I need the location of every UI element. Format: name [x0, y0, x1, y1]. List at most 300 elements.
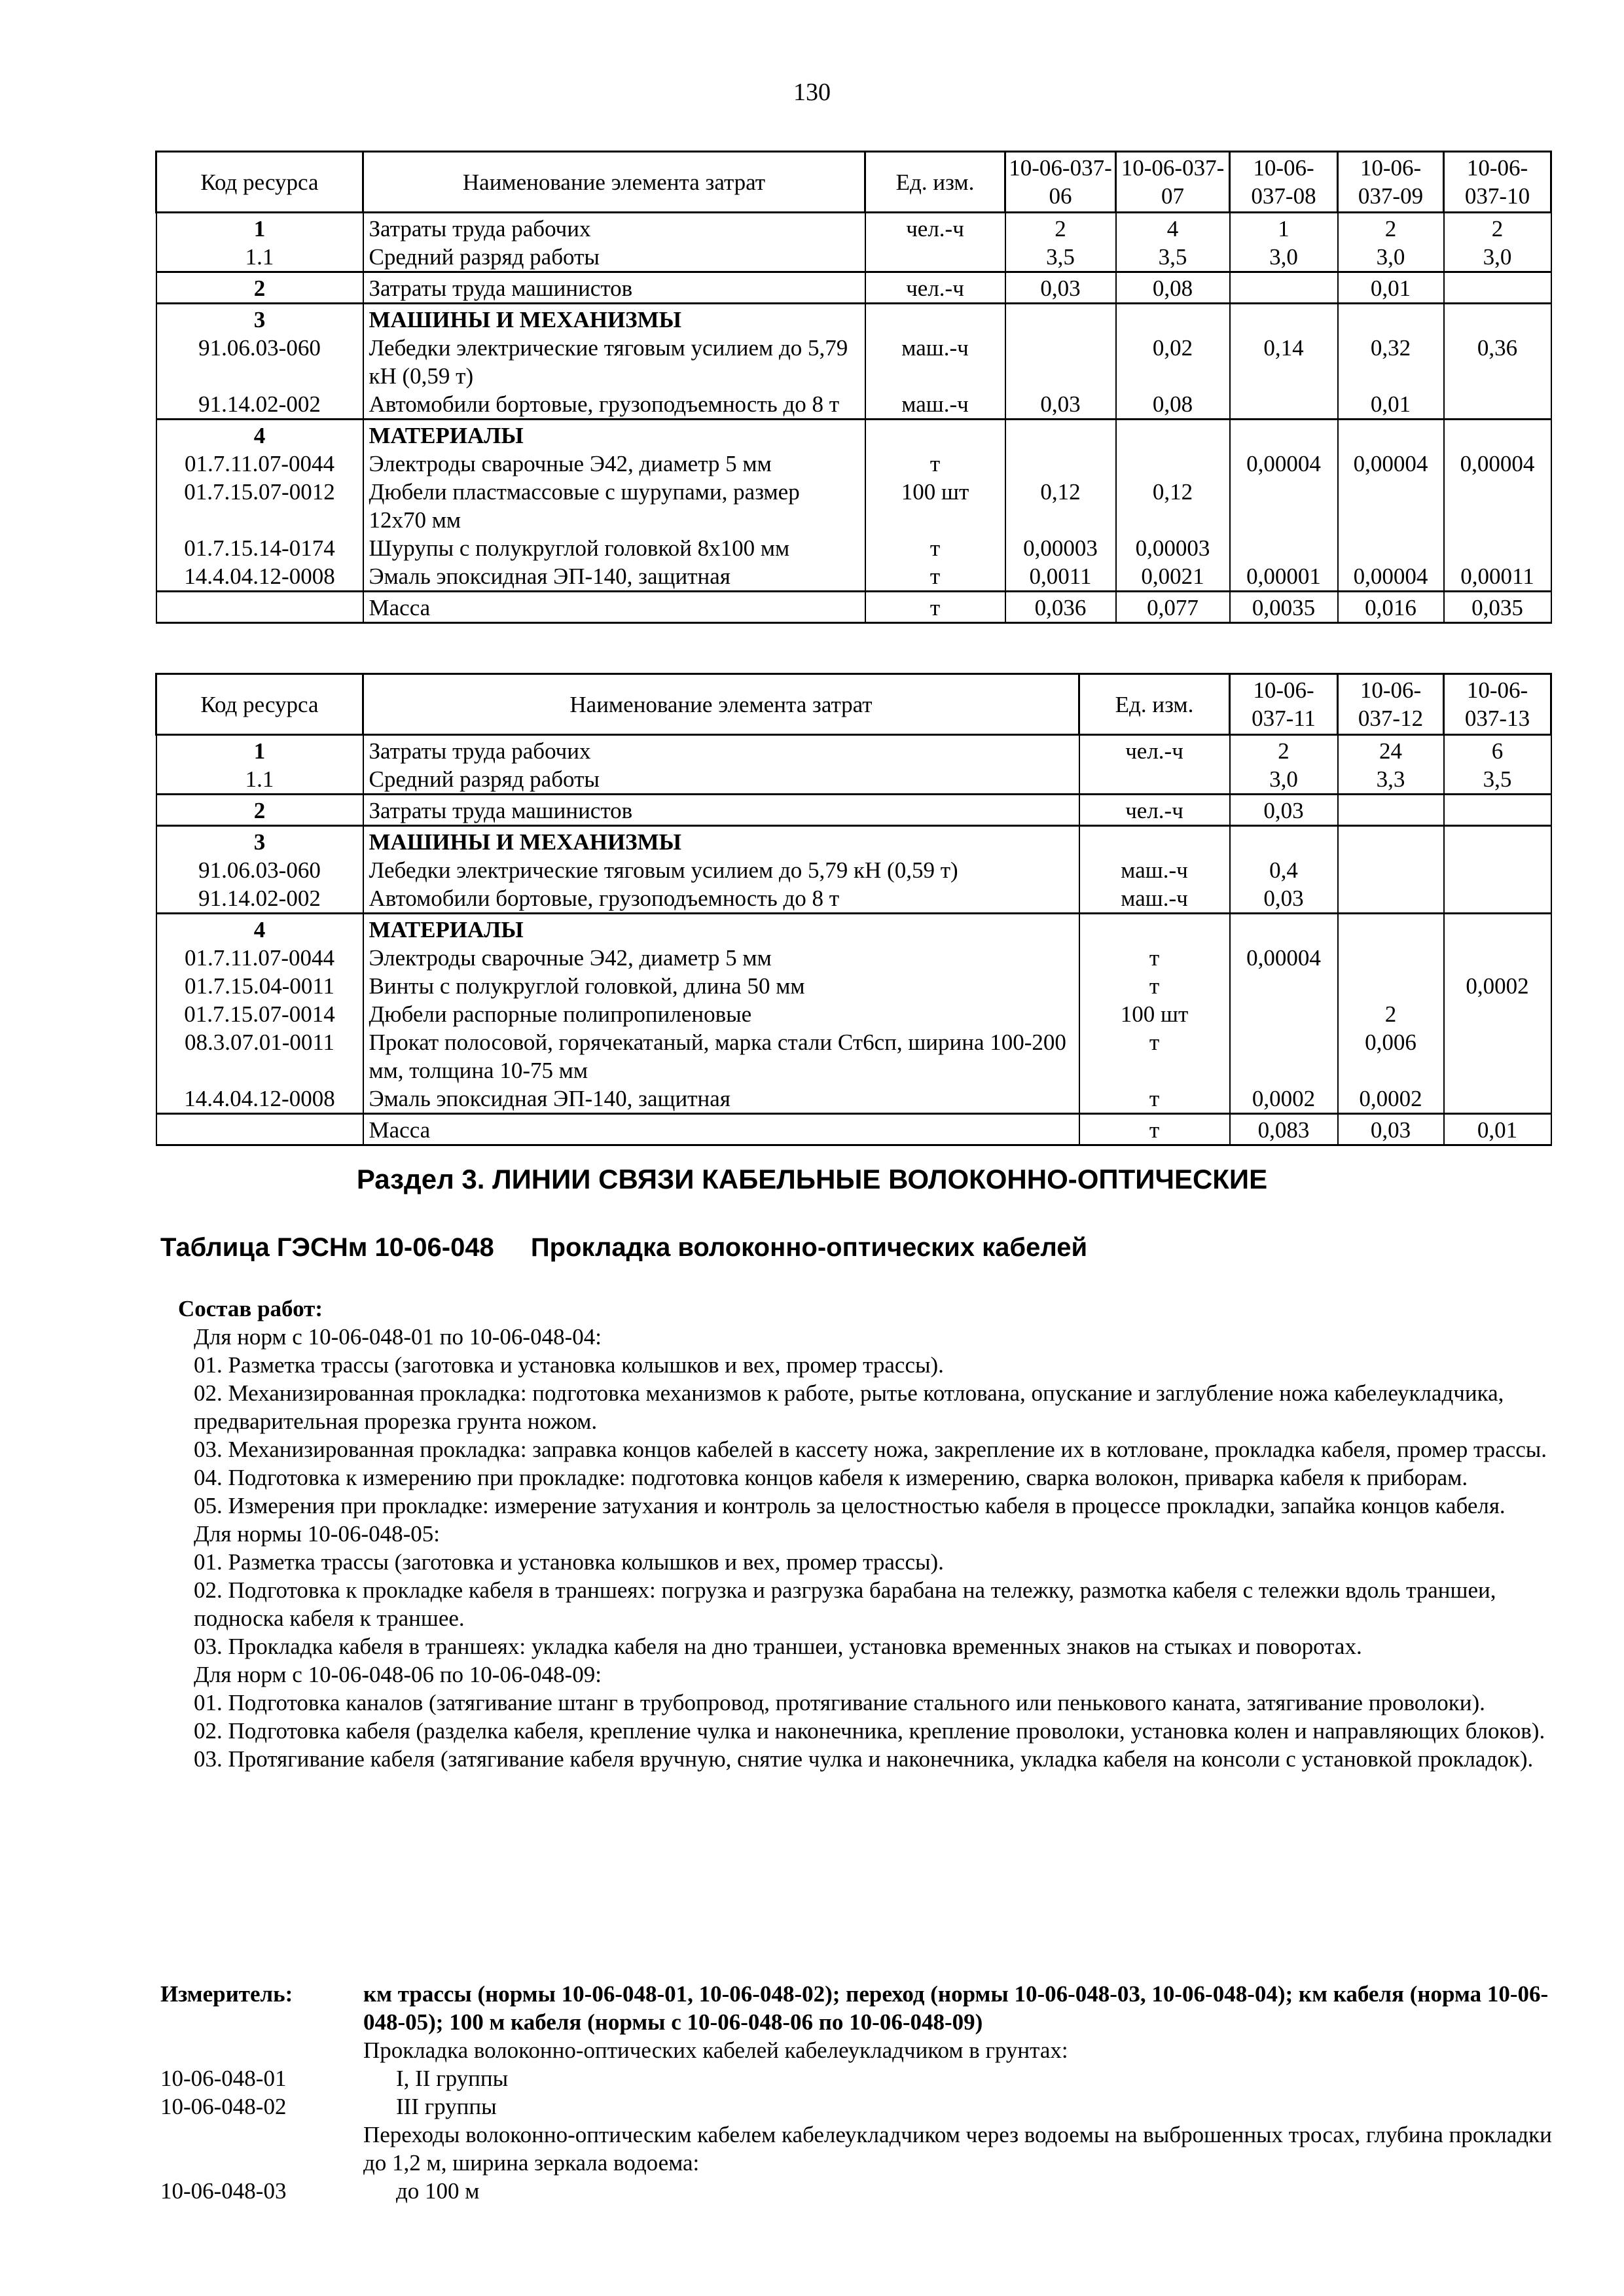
cell-text: 1.1 — [245, 766, 274, 792]
cell-text: т — [1149, 1117, 1160, 1143]
measure-section — [160, 1980, 1555, 2205]
norm-value — [1005, 243, 1116, 272]
norm-value — [1230, 592, 1338, 623]
norm-value — [1444, 765, 1551, 795]
cell-text: 0,00003 — [1135, 535, 1210, 561]
cell-text: 14.4.04.12-0008 — [184, 1086, 335, 1111]
norm-value — [1338, 1085, 1444, 1114]
work-item: 01. Подготовка каналов (затягивание штанг в трубопровод, протягивание стального или пенькового каната, затягивание проволоки). — [194, 1690, 1485, 1715]
norm-value — [1338, 592, 1444, 623]
cell-text: т — [1149, 973, 1160, 999]
cell-text: 0,02 — [1152, 335, 1193, 361]
cost-item-name — [363, 420, 865, 450]
column-header: 10-06-037-13 — [1444, 674, 1551, 735]
cell-text: т — [1149, 1086, 1160, 1111]
norm-code: 10-06-048-02 — [160, 2094, 287, 2119]
norm-value — [1444, 1028, 1551, 1085]
norm-value — [1444, 884, 1551, 914]
unit — [865, 213, 1005, 243]
table-row — [156, 735, 1551, 766]
cell-text: Лебедки электрические тяговым усилием до 5,79 кН (0,59 т) — [369, 335, 848, 389]
unit — [865, 304, 1005, 334]
unit — [1079, 826, 1230, 857]
cell-text: чел.-ч — [1125, 738, 1183, 764]
norm-value — [1230, 534, 1338, 562]
cost-item-name — [363, 826, 1079, 857]
cell-text: 0,14 — [1263, 335, 1304, 361]
cell-text: 01.7.15.14-0174 — [184, 535, 335, 561]
cell-text: т — [1149, 1030, 1160, 1055]
cell-text: 3,0 — [1269, 766, 1298, 792]
cell-text: 0,08 — [1152, 276, 1193, 301]
cell-text: 1 — [1278, 216, 1290, 242]
cell-text: 0,083 — [1257, 1117, 1310, 1143]
cost-item-name — [363, 944, 1079, 972]
norm-value — [1444, 856, 1551, 884]
cell-text: 0,03 — [1263, 886, 1304, 911]
unit — [865, 450, 1005, 478]
work-item: Для норм с 10-06-048-06 по 10-06-048-09: — [194, 1662, 602, 1687]
table-row — [156, 884, 1551, 914]
table-row — [156, 914, 1551, 944]
column-header: 10-06-037-10 — [1444, 152, 1551, 213]
cell-text: 3 — [253, 307, 266, 332]
table-row — [156, 1000, 1551, 1028]
unit — [1079, 972, 1230, 1000]
unit — [865, 562, 1005, 592]
norm-value — [1338, 334, 1444, 390]
norm-value — [1005, 304, 1116, 334]
norm-value — [1444, 1000, 1551, 1028]
cell-text: 4 — [1166, 216, 1179, 242]
resource-code — [156, 1085, 363, 1114]
cell-text: 3,3 — [1376, 766, 1405, 792]
cost-item-name — [363, 765, 1079, 795]
norm-value — [1444, 1114, 1551, 1145]
cell-text: 1 — [253, 738, 266, 764]
cell-text: т — [929, 595, 941, 620]
cell-text: 0,00004 — [1353, 564, 1428, 589]
cost-item-name — [363, 1000, 1079, 1028]
cell-text: 0,036 — [1034, 595, 1087, 620]
cost-item-name — [363, 1114, 1079, 1145]
table-row — [156, 334, 1551, 390]
unit — [865, 592, 1005, 623]
page-number: 130 — [793, 79, 831, 106]
cell-text: 4 — [253, 917, 266, 942]
table-row — [156, 534, 1551, 562]
column-header: 10-06-037-07 — [1116, 152, 1230, 213]
cell-text: 91.06.03-060 — [198, 857, 321, 883]
cell-text: 01.7.11.07-0044 — [184, 451, 335, 476]
cost-item-name — [363, 1085, 1079, 1114]
cell-text: 0,035 — [1471, 595, 1523, 620]
cost-item-name — [363, 213, 865, 243]
resource-code — [156, 478, 363, 534]
norm-row — [160, 2064, 1555, 2092]
resource-code — [156, 592, 363, 623]
cell-text: 0,0002 — [1466, 973, 1529, 999]
cell-text: 100 шт — [1120, 1001, 1189, 1027]
resource-code — [156, 243, 363, 272]
cost-item-name — [363, 972, 1079, 1000]
cell-text: 2 — [1384, 1001, 1397, 1027]
norm-value — [1005, 334, 1116, 390]
column-header: Ед. изм. — [865, 152, 1005, 213]
cost-item-name — [363, 795, 1079, 826]
unit — [865, 390, 1005, 420]
cell-text: 0,016 — [1365, 595, 1416, 620]
norm-value — [1116, 562, 1230, 592]
cell-text: 0,12 — [1152, 479, 1193, 505]
norm-description: III группы — [396, 2094, 497, 2119]
work-item: 02. Подготовка к прокладке кабеля в траншеях: погрузка и разгрузка барабана на тележку, размотка кабеля с тележки вдоль траншеи, подноска кабеля к траншее. — [194, 1577, 1496, 1631]
norm-value — [1116, 243, 1230, 272]
cell-text: 1.1 — [245, 244, 274, 270]
column-header: Наименование элемента затрат — [363, 674, 1079, 735]
norm-code — [160, 2036, 363, 2064]
norm-value — [1230, 390, 1338, 420]
work-item: 01. Разметка трассы (заготовка и установка колышков и вех, промер трассы). — [194, 1549, 944, 1575]
unit — [865, 272, 1005, 304]
cell-text: 3,5 — [1158, 244, 1187, 270]
cell-text: Электроды сварочные Э42, диаметр 5 мм — [369, 451, 772, 476]
resource-code — [156, 562, 363, 592]
norm-value — [1005, 562, 1116, 592]
cell-text: 0,03 — [1040, 391, 1081, 417]
cell-text: т — [929, 535, 941, 561]
cell-text: 0,32 — [1370, 335, 1411, 361]
table-row — [156, 478, 1551, 534]
cell-text: Электроды сварочные Э42, диаметр 5 мм — [369, 945, 772, 971]
resource-code — [156, 1114, 363, 1145]
cost-item-name — [363, 304, 865, 334]
column-header: 10-06-037-12 — [1338, 674, 1444, 735]
cell-text: маш.-ч — [1121, 857, 1188, 883]
table-row — [156, 304, 1551, 334]
norm-value — [1005, 272, 1116, 304]
cell-text: 01.7.15.04-0011 — [184, 973, 335, 999]
measure-text: км трассы (нормы 10-06-048-01, 10-06-048-02); переход (нормы 10-06-048-03, 10-06-048-04); км кабеля (норма 10-06-048-05); 100 м кабеля (нормы с 10-06-048-06 по 10-06-048-09) — [363, 1981, 1549, 2035]
resource-code — [156, 972, 363, 1000]
norm-value — [1444, 735, 1551, 766]
cell-text: 0,03 — [1370, 1117, 1411, 1143]
cell-text: 2 — [253, 276, 266, 301]
table-row — [156, 1028, 1551, 1085]
work-item: 03. Протягивание кабеля (затягивание кабеля вручную, снятие чулка и наконечника, укладка кабеля на консоли с установкой прокладок). — [194, 1746, 1534, 1772]
norm-value — [1230, 1000, 1338, 1028]
cell-text: 91.06.03-060 — [198, 335, 321, 361]
norm-value — [1116, 304, 1230, 334]
work-composition — [178, 1295, 1553, 1773]
norm-value — [1338, 795, 1444, 826]
cell-text: Затраты труда машинистов — [369, 798, 633, 823]
table-row — [156, 390, 1551, 420]
resource-code — [156, 826, 363, 857]
unit — [865, 243, 1005, 272]
table-row — [156, 1114, 1551, 1145]
norm-value — [1444, 534, 1551, 562]
unit — [1079, 1000, 1230, 1028]
section-title: Раздел 3. ЛИНИИ СВЯЗИ КАБЕЛЬНЫЕ ВОЛОКОННО-ОПТИЧЕСКИЕ — [356, 1164, 1268, 1194]
norm-value — [1444, 390, 1551, 420]
column-header: Ед. изм. — [1079, 674, 1230, 735]
work-item: Для норм с 10-06-048-01 по 10-06-048-04: — [194, 1324, 602, 1350]
norm-value — [1230, 795, 1338, 826]
cell-text: 0,0002 — [1359, 1086, 1422, 1111]
resource-code — [156, 304, 363, 334]
table-row — [156, 450, 1551, 478]
cell-text: 08.3.07.01-0011 — [184, 1030, 335, 1055]
cell-text: 0,00011 — [1460, 564, 1534, 589]
norm-value — [1230, 972, 1338, 1000]
cell-text: Эмаль эпоксидная ЭП-140, защитная — [369, 1086, 731, 1111]
unit — [1079, 1114, 1230, 1145]
cell-text: Масса — [369, 1117, 431, 1143]
cell-text: 0,03 — [1263, 798, 1304, 823]
cell-text: 01.7.15.07-0014 — [184, 1001, 335, 1027]
cell-text: чел.-ч — [906, 276, 964, 301]
cost-item-name — [363, 914, 1079, 944]
norm-value — [1338, 243, 1444, 272]
cell-text: Затраты труда рабочих — [369, 738, 591, 764]
table-row — [156, 272, 1551, 304]
norm-value — [1116, 334, 1230, 390]
norm-value — [1338, 213, 1444, 243]
cell-text: 2 — [1055, 216, 1066, 242]
work-item: Для нормы 10-06-048-05: — [194, 1521, 440, 1547]
norm-value — [1444, 420, 1551, 450]
unit — [1079, 1085, 1230, 1114]
norm-value — [1338, 735, 1444, 766]
cell-text: 0,4 — [1269, 857, 1298, 883]
cell-text: 2 — [1491, 216, 1504, 242]
resource-code — [156, 884, 363, 914]
norm-value — [1444, 795, 1551, 826]
norm-value — [1230, 856, 1338, 884]
norm-value — [1005, 420, 1116, 450]
cell-text: 0,0002 — [1252, 1086, 1316, 1111]
resource-code — [156, 213, 363, 243]
cell-text: маш.-ч — [1121, 886, 1188, 911]
cell-text: Прокат полосовой, горячекатаный, марка стали Ст6сп, ширина 100-200 мм, толщина 10-75 мм — [369, 1030, 1066, 1083]
cost-item-name — [363, 243, 865, 272]
norm-value — [1005, 534, 1116, 562]
unit — [865, 534, 1005, 562]
cell-text: МАШИНЫ И МЕХАНИЗМЫ — [369, 829, 682, 855]
norm-value — [1230, 884, 1338, 914]
norm-value — [1230, 213, 1338, 243]
cell-text: 24 — [1379, 738, 1402, 764]
cell-text: МАШИНЫ И МЕХАНИЗМЫ — [369, 307, 682, 332]
norm-value — [1444, 1085, 1551, 1114]
resource-table-1 — [155, 151, 1552, 624]
cell-text: Автомобили бортовые, грузоподъемность до 8 т — [369, 391, 840, 417]
cell-text: 3,5 — [1046, 244, 1075, 270]
cell-text: 0,08 — [1152, 391, 1193, 417]
cell-text: Шурупы с полукруглой головкой 8х100 мм — [369, 535, 790, 561]
cell-text: Автомобили бортовые, грузоподъемность до 8 т — [369, 886, 840, 911]
norm-row — [160, 2121, 1555, 2177]
norm-value — [1444, 243, 1551, 272]
cell-text: 91.14.02-002 — [198, 886, 321, 911]
cell-text: 2 — [1384, 216, 1397, 242]
cell-text: 0,12 — [1040, 479, 1081, 505]
unit — [1079, 856, 1230, 884]
norm-value — [1338, 1000, 1444, 1028]
table-row — [156, 826, 1551, 857]
cell-text: 0,0021 — [1141, 564, 1204, 589]
cost-item-name — [363, 534, 865, 562]
cell-text: 14.4.04.12-0008 — [184, 564, 335, 589]
norm-value — [1116, 478, 1230, 534]
resource-code — [156, 450, 363, 478]
cell-text: Затраты труда машинистов — [369, 276, 633, 301]
cell-text: маш.-ч — [901, 391, 969, 417]
cell-text: Дюбели распорные полипропиленовые — [369, 1001, 752, 1027]
norm-code: 10-06-048-03 — [160, 2178, 287, 2204]
table-title: Прокладка волоконно-оптических кабелей — [530, 1233, 1088, 1262]
cell-text: 0,0035 — [1252, 595, 1316, 620]
cell-text: 0,01 — [1370, 276, 1411, 301]
norm-value — [1338, 972, 1444, 1000]
norm-value — [1338, 765, 1444, 795]
resource-table-2 — [155, 673, 1552, 1146]
norm-value — [1338, 856, 1444, 884]
norm-value — [1444, 272, 1551, 304]
norm-value — [1338, 562, 1444, 592]
table-row — [156, 562, 1551, 592]
norm-value — [1230, 944, 1338, 972]
cell-text: 3,0 — [1376, 244, 1405, 270]
cell-text: Средний разряд работы — [369, 766, 600, 792]
unit — [1079, 795, 1230, 826]
norm-value — [1444, 592, 1551, 623]
norm-value — [1230, 334, 1338, 390]
cell-text: чел.-ч — [906, 216, 964, 242]
table-row — [156, 972, 1551, 1000]
cell-text: 2 — [1278, 738, 1290, 764]
cell-text: 0,01 — [1477, 1117, 1518, 1143]
cell-text: 0,006 — [1365, 1030, 1416, 1055]
norm-value — [1230, 1028, 1338, 1085]
norm-value — [1338, 304, 1444, 334]
norm-value — [1230, 914, 1338, 944]
norm-value — [1338, 1028, 1444, 1085]
cell-text: 0,00004 — [1353, 451, 1428, 476]
column-header: 10-06-037-09 — [1338, 152, 1444, 213]
cell-text: т — [929, 451, 941, 476]
table-row — [156, 1085, 1551, 1114]
norm-description: Прокладка волоконно-оптических кабелей кабелеукладчиком в грунтах: — [363, 2037, 1068, 2063]
norm-value — [1230, 826, 1338, 857]
cell-text: Затраты труда рабочих — [369, 216, 591, 242]
work-item: 04. Подготовка к измерению при прокладке: подготовка концов кабеля к измерению, сварка волокон, приварка кабеля к приборам. — [194, 1465, 1468, 1490]
norm-value — [1005, 592, 1116, 623]
norm-value — [1116, 534, 1230, 562]
table-header — [156, 152, 1551, 213]
unit — [1079, 914, 1230, 944]
norm-value — [1444, 213, 1551, 243]
norm-value — [1116, 390, 1230, 420]
cell-text: Эмаль эпоксидная ЭП-140, защитная — [369, 564, 731, 589]
norm-value — [1444, 944, 1551, 972]
cell-text: 4 — [253, 423, 266, 448]
table-row — [156, 795, 1551, 826]
norm-value — [1230, 478, 1338, 534]
norm-value — [1005, 478, 1116, 534]
cost-item-name — [363, 562, 865, 592]
cell-text: 2 — [253, 798, 266, 823]
cell-text: 01.7.11.07-0044 — [184, 945, 335, 971]
norm-value — [1338, 1114, 1444, 1145]
norm-value — [1338, 534, 1444, 562]
column-header: 10-06-037-11 — [1230, 674, 1338, 735]
resource-code — [156, 944, 363, 972]
norm-value — [1230, 1114, 1338, 1145]
table-row — [156, 765, 1551, 795]
column-header: Наименование элемента затрат — [363, 152, 865, 213]
norm-row — [160, 2177, 1555, 2205]
norm-value — [1230, 562, 1338, 592]
cell-text: 3 — [253, 829, 266, 855]
cell-text: 0,077 — [1147, 595, 1199, 620]
work-item: 05. Измерения при прокладке: измерение затухания и контроль за целостностью кабеля в процессе прокладки, запайка концов кабеля. — [194, 1493, 1506, 1518]
works-title: Состав работ: — [178, 1296, 323, 1321]
norm-value — [1338, 944, 1444, 972]
cell-text: 1 — [253, 216, 266, 242]
norm-value — [1444, 334, 1551, 390]
cell-text: 6 — [1491, 738, 1504, 764]
table-row — [156, 592, 1551, 623]
unit — [865, 420, 1005, 450]
norm-value — [1338, 478, 1444, 534]
cell-text: МАТЕРИАЛЫ — [369, 917, 524, 942]
cell-text: маш.-ч — [901, 335, 969, 361]
cell-text: чел.-ч — [1125, 798, 1183, 823]
cell-text: 3,5 — [1483, 766, 1512, 792]
column-header: Код ресурса — [156, 152, 363, 213]
table-row — [156, 856, 1551, 884]
resource-code — [156, 334, 363, 390]
cell-text: 0,0011 — [1029, 564, 1092, 589]
norm-value — [1005, 450, 1116, 478]
table-row — [156, 944, 1551, 972]
cell-text: Дюбели пластмассовые с шурупами, размер 12х70 мм — [369, 479, 800, 533]
unit — [1079, 1028, 1230, 1085]
norm-value — [1230, 1085, 1338, 1114]
cell-text: Средний разряд работы — [369, 244, 600, 270]
cell-text: 0,36 — [1477, 335, 1518, 361]
norm-row — [160, 2036, 1555, 2064]
cost-item-name — [363, 450, 865, 478]
unit — [865, 334, 1005, 390]
resource-code — [156, 1028, 363, 1085]
cost-item-name — [363, 272, 865, 304]
table-row — [156, 213, 1551, 243]
cell-text: 0,00004 — [1460, 451, 1535, 476]
table-header — [156, 674, 1551, 735]
norm-value — [1230, 450, 1338, 478]
cost-item-name — [363, 735, 1079, 766]
norm-code: 10-06-048-01 — [160, 2066, 287, 2091]
norm-row — [160, 2092, 1555, 2121]
norm-value — [1444, 478, 1551, 534]
unit — [865, 478, 1005, 534]
cell-text: т — [929, 564, 941, 589]
norm-value — [1444, 914, 1551, 944]
cell-text: 01.7.15.07-0012 — [184, 479, 335, 505]
